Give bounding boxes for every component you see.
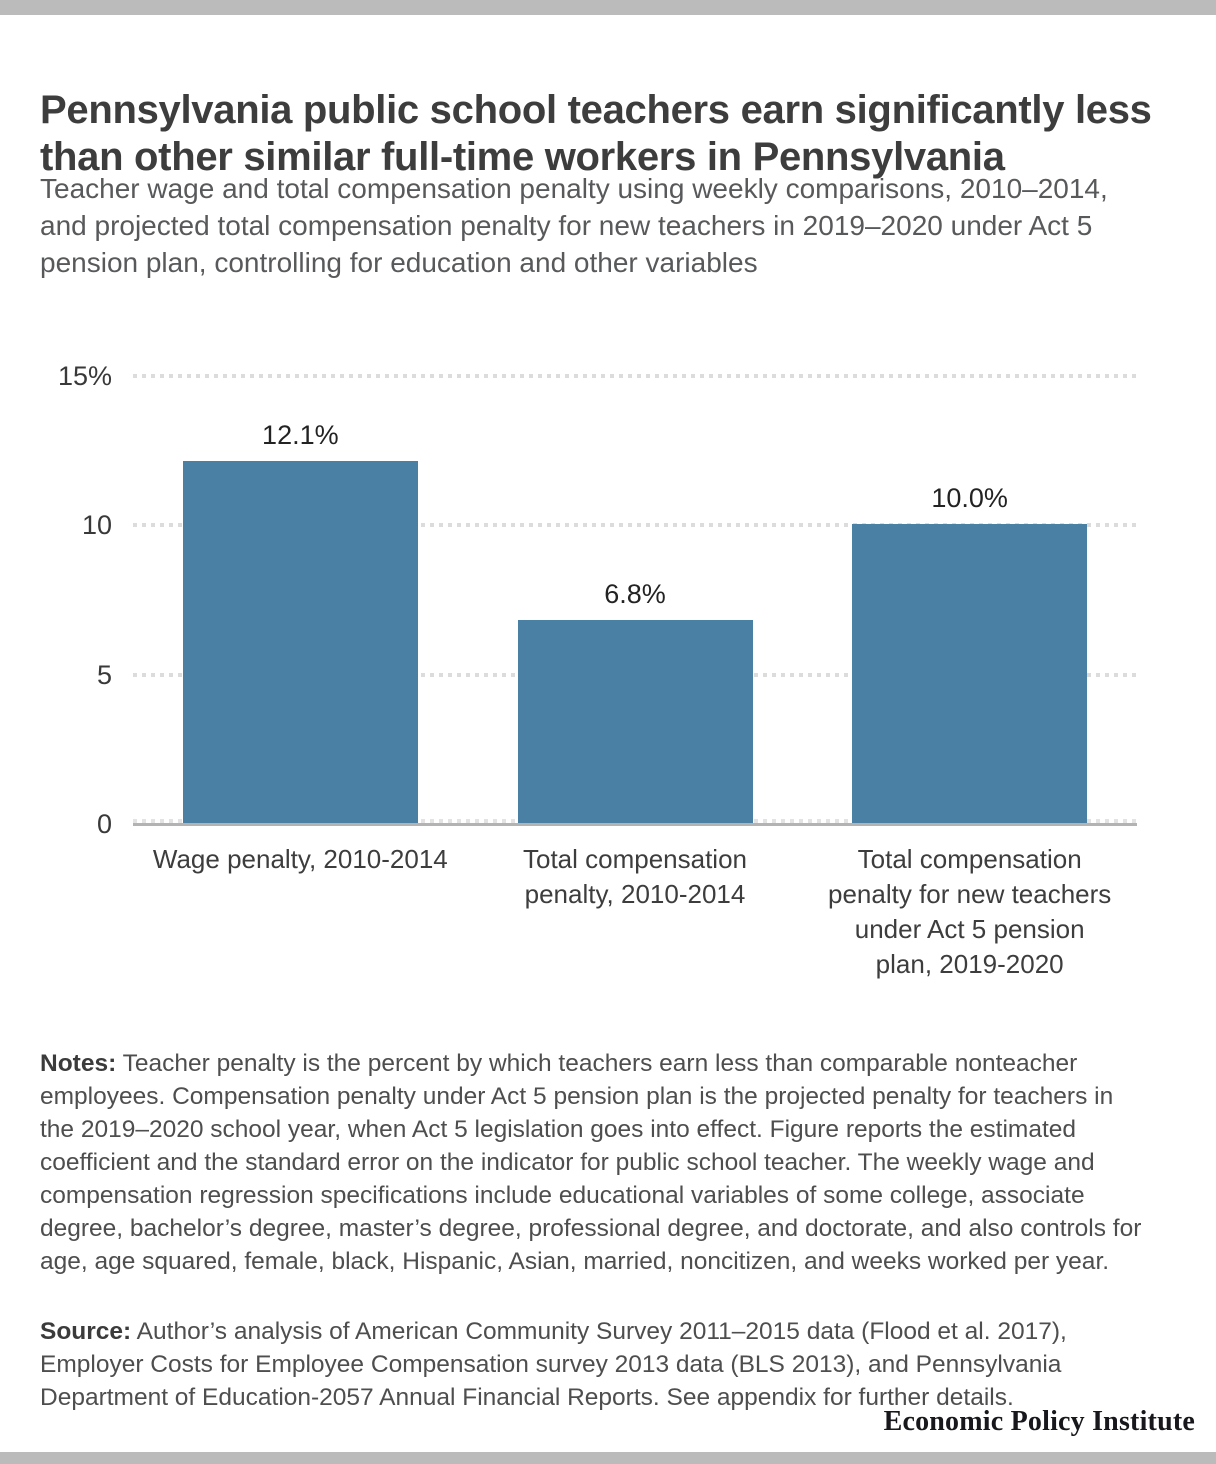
- category-label-line: plan, 2019-2020: [875, 949, 1064, 979]
- y-axis-tick-label: 15%: [57, 360, 112, 391]
- bar-value-label: 10.0%: [931, 483, 1008, 513]
- notes-label: Notes:: [40, 1049, 117, 1077]
- bar-value-label: 6.8%: [604, 579, 666, 609]
- source-label: Source:: [40, 1317, 132, 1345]
- y-axis-tick-label: 10: [81, 510, 112, 540]
- chart-title: Pennsylvania public school teachers earn significantly less than other similar full-time workers in Pennsylvania: [40, 87, 1152, 179]
- notes-paragraph: [40, 1047, 1150, 1278]
- notes-text: Teacher penalty is the percent by which teachers earn less than comparable nonteacher employees. Compensation penalty under Act 5 pension plan is the projected penalty for teachers in the 2019–2020 school year, when Act 5 legislation goes into effect. Figure reports the estimated coefficient and the standard error on the indicator for public school teacher. The weekly wage and compensation regression specifications include educational variables of some college, associate degree, bachelor’s degree, master’s degree, professional degree, and doctorate, and also controls for age, age squared, female, black, Hispanic, Asian, married, noncitizen, and weeks worked per year.: [40, 1049, 1142, 1275]
- category-label-line: Total compensation: [857, 844, 1082, 874]
- epi-logo-wordmark: Economic Policy Institute: [883, 1406, 1195, 1437]
- category-label-line: Total compensation: [522, 844, 748, 874]
- x-axis-category-label: [130, 842, 470, 877]
- y-axis-tick-label: 5: [96, 659, 112, 690]
- category-label-line: penalty for new teachers: [828, 879, 1112, 909]
- category-label-line: penalty, 2010-2014: [524, 879, 746, 909]
- chart-subtitle: Teacher wage and total compensation penalty using weekly comparisons, 2010–2014, and projected total compensation penalty for new teachers in 2019–2020 under Act 5 pension plan, controlling for education and other variables: [40, 173, 1108, 278]
- bar: [183, 461, 418, 823]
- bar-value-label: 12.1%: [262, 420, 339, 450]
- bar: [852, 524, 1087, 823]
- y-axis-tick-label: 0: [96, 809, 112, 839]
- category-label-line: Wage penalty, 2010-2014: [152, 844, 448, 874]
- gridline: [133, 374, 1137, 378]
- x-axis-category-label: [800, 842, 1140, 982]
- source-text: Author’s analysis of American Community Survey 2011–2015 data (Flood et al. 2017), Employer Costs for Employee Compensation survey 2013 data (BLS 2013), and Pennsylvania Department of Education-2057 Annual Financial Reports. See appendix for further details.: [40, 1317, 1067, 1411]
- category-label-line: under Act 5 pension: [854, 914, 1085, 944]
- x-axis-line: [133, 823, 1137, 826]
- x-axis-category-label: [465, 842, 805, 912]
- source-paragraph: [40, 1315, 1150, 1414]
- bar: [518, 620, 753, 823]
- bottom-divider-bar: [0, 1452, 1216, 1464]
